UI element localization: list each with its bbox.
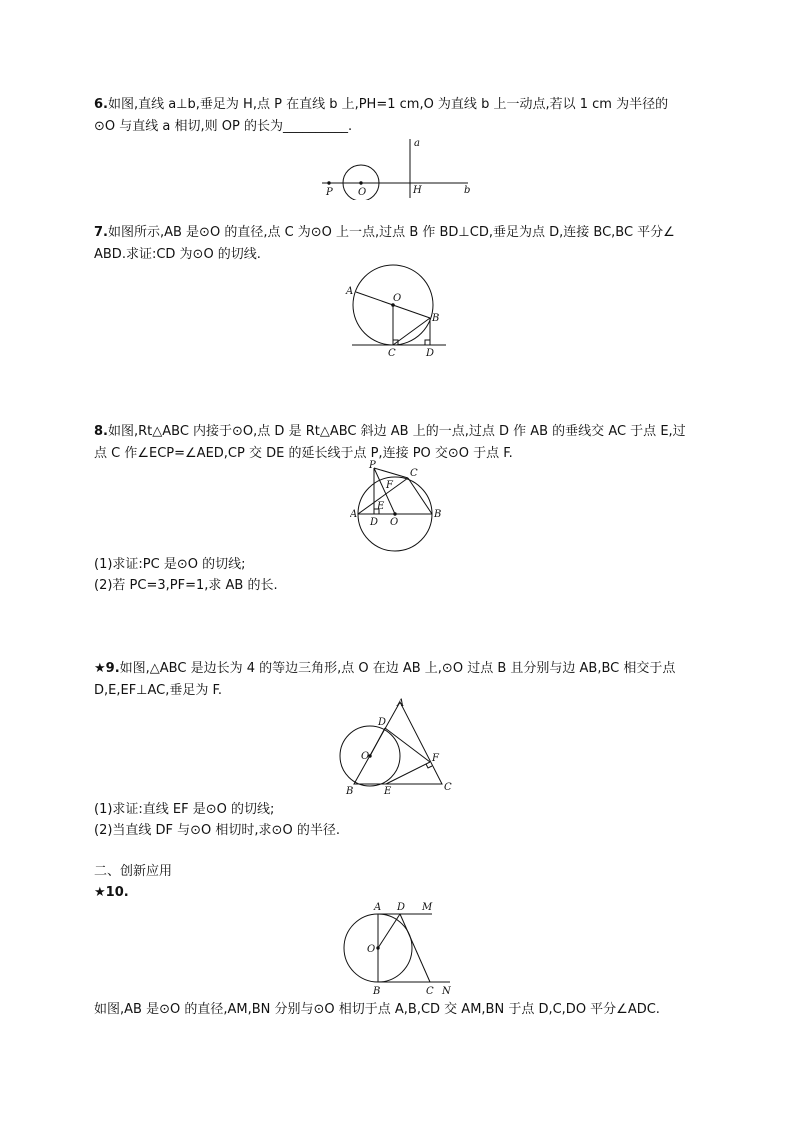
label-o: O bbox=[358, 187, 367, 198]
q10-line-1: 如图,AB 是⊙O 的直径,AM,BN 分别与⊙O 相切于点 A,B,CD 交 AM,BN 于点 D,C,DO 平分∠ADC. bbox=[94, 1002, 660, 1017]
q7-number: 7. bbox=[94, 225, 108, 240]
segment-dc bbox=[400, 914, 430, 982]
q6-number: 6. bbox=[94, 97, 108, 112]
segment-ef bbox=[386, 762, 430, 784]
label-n: N bbox=[442, 986, 451, 997]
label-a: A bbox=[397, 698, 405, 709]
section-title: 二、创新应用 bbox=[94, 864, 173, 879]
q8-sub-2: (2)若 PC=3,PF=1,求 AB 的长. bbox=[94, 578, 278, 593]
figure-q10 bbox=[334, 898, 460, 1000]
segment-bc bbox=[408, 478, 432, 514]
label-d: D bbox=[426, 348, 435, 359]
label-c: C bbox=[410, 468, 418, 479]
q9-text-1: 如图,△ABC 是边长为 4 的等边三角形,点 O 在边 AB 上,⊙O 过点 B 且分别与边 AB,BC 相交于点 bbox=[119, 661, 676, 676]
label-h: H bbox=[413, 185, 422, 196]
q6-line-1 bbox=[94, 96, 714, 114]
label-b: B bbox=[346, 786, 354, 797]
triangle-abc bbox=[354, 702, 442, 784]
figure-q6 bbox=[318, 136, 478, 200]
right-angle-f bbox=[426, 764, 432, 768]
label-p: P bbox=[326, 187, 333, 198]
label-a: a bbox=[414, 138, 420, 149]
q8-number: 8. bbox=[94, 424, 108, 439]
q8-sub-1: (1)求证:PC 是⊙O 的切线; bbox=[94, 557, 246, 572]
q6-text-1: 如图,直线 a⊥b,垂足为 H,点 P 在直线 b 上,PH=1 cm,O 为直线 b 上一动点,若以 1 cm 为半径的 bbox=[107, 97, 669, 112]
label-e: E bbox=[377, 501, 385, 512]
label-m: M bbox=[422, 902, 433, 913]
q8-text-1: 如图,Rt△ABC 内接于⊙O,点 D 是 Rt△ABC 斜边 AB 上的一点,过点 D 作 AB 的垂线交 AC 于点 E,过 bbox=[107, 424, 686, 439]
q9-line-2: D,E,EF⊥AC,垂足为 F. bbox=[94, 683, 223, 698]
q7-line-1 bbox=[94, 224, 714, 242]
figure-q8 bbox=[350, 458, 450, 554]
q9-line-1 bbox=[94, 660, 714, 678]
point-o bbox=[360, 182, 362, 184]
label-f: F bbox=[432, 753, 439, 764]
segment-pc bbox=[374, 468, 408, 478]
label-c: C bbox=[388, 348, 396, 359]
point-o bbox=[394, 513, 396, 515]
label-a: A bbox=[350, 509, 358, 520]
q8-line-2: 点 C 作∠ECP=∠AED,CP 交 DE 的延长线于点 P,连接 PO 交⊙O 于点 F. bbox=[94, 446, 513, 461]
label-d: D bbox=[397, 902, 406, 913]
label-c: C bbox=[444, 782, 452, 793]
label-f: F bbox=[386, 480, 393, 491]
label-c: C bbox=[426, 986, 434, 997]
label-o: O bbox=[361, 751, 370, 762]
right-angle-d bbox=[425, 340, 430, 345]
label-o: O bbox=[393, 293, 402, 304]
segment-do bbox=[378, 914, 400, 948]
label-o: O bbox=[390, 517, 399, 528]
label-o: O bbox=[367, 944, 376, 955]
label-b: B bbox=[432, 313, 440, 324]
point-o bbox=[392, 304, 395, 307]
label-e: E bbox=[384, 786, 392, 797]
label-d: D bbox=[370, 517, 379, 528]
point-p bbox=[328, 182, 330, 184]
q9-sub-1: (1)求证:直线 EF 是⊙O 的切线; bbox=[94, 802, 275, 817]
label-b: B bbox=[373, 986, 381, 997]
label-b: B bbox=[434, 509, 442, 520]
q10-number: ★10. bbox=[94, 885, 129, 900]
label-a: A bbox=[374, 902, 382, 913]
label-d: D bbox=[378, 717, 387, 728]
q7-text-1: 如图所示,AB 是⊙O 的直径,点 C 为⊙O 上一点,过点 B 作 BD⊥CD,垂足为点 D,连接 BC,BC 平分∠ bbox=[107, 225, 675, 240]
label-a: A bbox=[346, 286, 354, 297]
figure-q9 bbox=[336, 696, 466, 800]
q6-line-2: ⊙O 与直线 a 相切,则 OP 的长为__________. bbox=[94, 119, 353, 134]
figure-q7 bbox=[340, 260, 450, 360]
label-b: b bbox=[464, 185, 471, 196]
segment-od bbox=[370, 728, 385, 756]
q8-line-1 bbox=[94, 423, 714, 441]
segment-df bbox=[385, 728, 430, 762]
label-p: P bbox=[369, 460, 376, 471]
q9-sub-2: (2)当直线 DF 与⊙O 相切时,求⊙O 的半径. bbox=[94, 823, 340, 838]
point-o bbox=[377, 947, 379, 949]
q9-number: ★9. bbox=[94, 661, 120, 676]
q7-line-2: ABD.求证:CD 为⊙O 的切线. bbox=[94, 247, 261, 262]
